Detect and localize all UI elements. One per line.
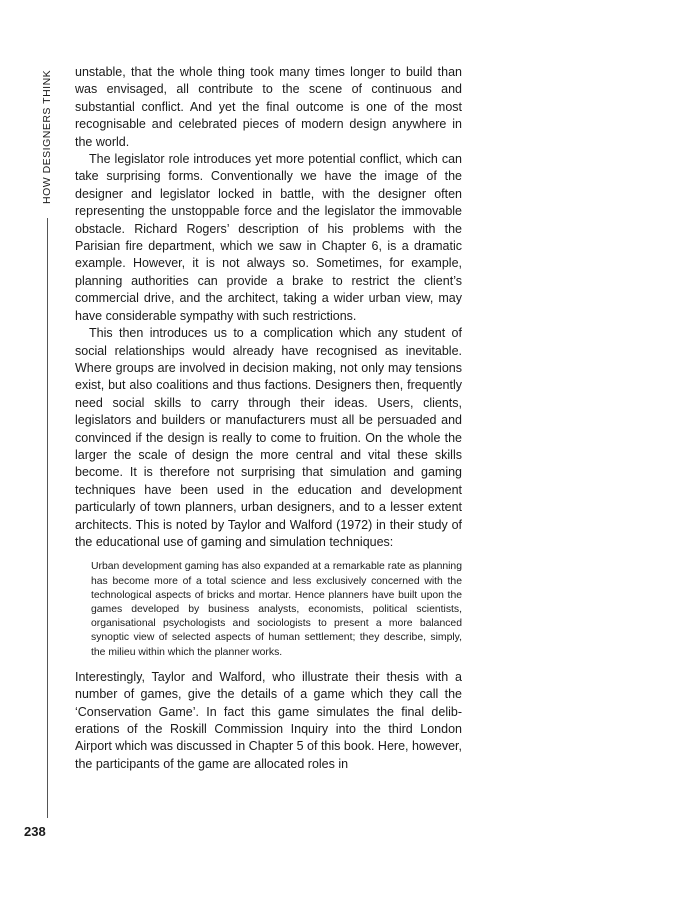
paragraph-2: The legislator role introduces yet more potential conflict, which can take surprising forms. Conventionally we have the image of the designer and legislator locked in battle, with the designer often representing the unstoppable force and the legislator the immovable obstacle. Richard Rogers’ description of his problems with the Parisian fire department, which we saw in Chapter 6, is a dramatic example. However, it is not always so. Sometimes, for example, planning authorities can provide a brake to restrict the client’s commercial drive, and the architect, taking a wider urban view, may have considerable sympathy with such restrictions. xyxy=(75,152,462,323)
page-number: 238 xyxy=(24,824,46,839)
running-head-text: HOW DESIGNERS THINK xyxy=(41,69,53,204)
margin-rule xyxy=(47,218,48,818)
body-text xyxy=(75,64,462,773)
block-quote: Urban development gaming has also expanded at a remarkable rate as planning has become more of a total science and less exclusively concerned with the technological aspects of bricks and mortar. Hence planners have built upon the games developed by business analysts, economists, political scientists, organisational psychologists and sociologists to present a more balanced synoptic view of selected aspects of human settlement; they describe, simply, the milieu within which the planner works. xyxy=(91,561,462,658)
paragraph-4: Interestingly, Taylor and Walford, who illustrate their thesis with a number of games, give the details of a game which they call the ‘Conservation Game’. In fact this game simulates the final deliberations of the Roskill Commission Inquiry into the third London Airport which was discussed in Chapter 5 of this book. Here, however, the participants of the game are allocated roles in xyxy=(75,669,462,771)
paragraph-3: This then introduces us to a complication which any student of social relationships would already have recognised as inevitable. Where groups are involved in decision making, not only may tensions exist, but also coalitions and thus factions. Designers then, frequently need social skills to carry through their ideas. Users, clients, legislators and builders or manufacturers must all be persuaded and convinced if the design is really to come to fruition. On the whole the larger the scale of design the more central and vital these skills become. It is therefore not surprising that simulation and gaming techniques have been used in the education and development particularly of town planners, urban designers, and to a lesser extent architects. This is noted by Taylor and Walford (1972) in their study of the educational use of gaming and simulation techniques: xyxy=(75,326,462,549)
paragraph-1: unstable, that the whole thing took many times longer to build than was envisaged, all contribute to the scene of continuous and substantial conflict. And yet the final outcome is one of the most recognisable and celebrated pieces of modern design anywhere in the world. xyxy=(75,65,462,149)
running-head xyxy=(42,64,52,204)
